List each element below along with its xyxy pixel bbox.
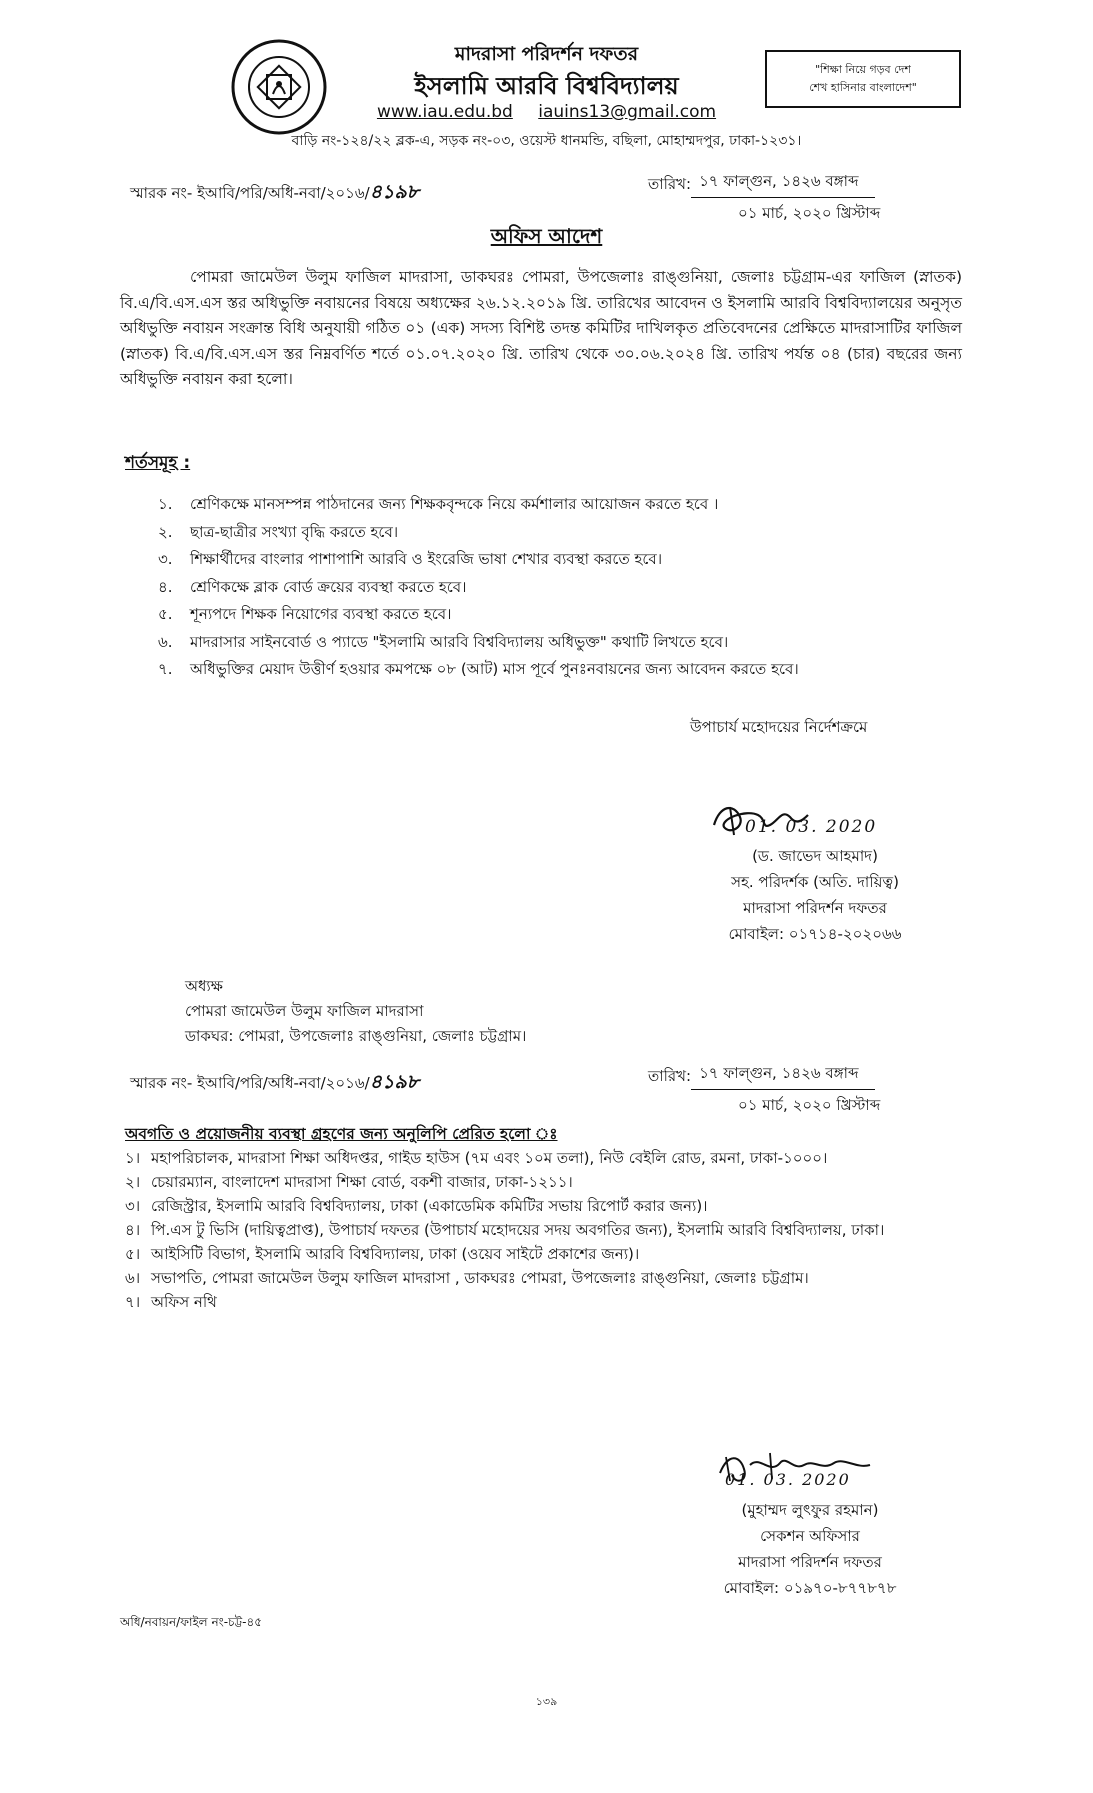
slogan-line-1: "শিক্ষা নিয়ে গড়ব দেশ	[815, 63, 911, 76]
addressee-institution: পোমরা জামেউল উলুম ফাজিল মাদরাসা	[185, 1002, 424, 1020]
condition-text: অধিভুক্তির মেয়াদ উত্তীর্ণ হওয়ার কমপক্ষে ০৮ (আট) মাস পূর্বে পুনঃনবায়নের জন্য আবেদন করতে হবে।	[190, 660, 799, 678]
condition-number: ৪.	[158, 577, 173, 596]
date-english-2: ০১ মার্চ, ২০২০ খ্রিস্টাব্দ	[738, 1096, 881, 1114]
document-title-text: অফিস আদেশ	[490, 224, 603, 248]
addressee-title: অধ্যক্ষ	[185, 977, 223, 995]
signatory-1-office: মাদরাসা পরিদর্শন দফতর	[743, 899, 887, 917]
copy-number: ৬।	[125, 1269, 141, 1287]
addressee-location: ডাকঘর: পোমরা, উপজেলাঃ রাঙ্গুনিয়া, জেলাঃ চট্টগ্রাম।	[185, 1027, 527, 1045]
document-title	[0, 222, 1093, 255]
slogan-line-2: শেখ হাসিনার বাংলাদেশ"	[809, 81, 917, 94]
addressee-block	[185, 974, 526, 1049]
condition-text: মাদরাসার সাইনবোর্ড ও প্যাডে "ইসলামি আরবি বিশ্ববিদ্যালয় অধিভুক্ত" কথাটি লিখতে হবে।	[190, 632, 729, 651]
slogan-box	[765, 50, 961, 108]
copy-item	[125, 1146, 960, 1170]
copy-number: ৪।	[125, 1221, 141, 1239]
condition-number: ১.	[158, 495, 173, 513]
condition-text: ছাত্র-ছাত্রীর সংখ্যা বৃদ্ধি করতে হবে।	[190, 522, 399, 541]
copy-text: রেজিস্ট্রার, ইসলামি আরবি বিশ্ববিদ্যালয়, ঢাকা (একাডেমিক কমিটির সভায় রিপোর্ট করার জন্য)।	[151, 1197, 708, 1215]
memo-reference-2	[130, 1068, 419, 1100]
date-label-2: তারিখ:	[648, 1067, 692, 1085]
condition-number: ৭.	[158, 660, 173, 678]
condition-number: ৩.	[158, 550, 173, 568]
condition-text: শিক্ষার্থীদের বাংলার পাশাপাশি আরবি ও ইংরেজি ভাষা শেখার ব্যবস্থা করতে হবে।	[190, 550, 663, 568]
email-link[interactable]: iauins13@gmail.com	[538, 102, 717, 122]
copy-text: আইসিটি বিভাগ, ইসলামি আরবি বিশ্ববিদ্যালয়, ঢাকা (ওয়েব সাইটে প্রকাশের জন্য)।	[151, 1245, 640, 1263]
memo-ref-handwritten: ৪১৯৮	[369, 181, 419, 203]
copy-item	[125, 1266, 960, 1290]
copy-number: ২।	[125, 1173, 141, 1191]
memo-date	[648, 170, 886, 227]
university-name: ইসলামি আরবি বিশ্ববিদ্যালয়	[414, 72, 679, 100]
condition-item	[158, 493, 958, 521]
condition-number: ২.	[158, 522, 173, 541]
condition-text: শ্রেণিকক্ষে ব্লাক বোর্ড ক্রয়ের ব্যবস্থা করতে হবে।	[190, 577, 467, 596]
condition-item	[158, 521, 958, 549]
conditions-list	[158, 493, 958, 686]
signatory-1-block	[680, 843, 950, 947]
signatory-1-designation: সহ. পরিদর্শক (অতি. দায়িত্ব)	[731, 873, 899, 891]
copy-item	[125, 1218, 960, 1242]
signatory-1-mobile: মোবাইল: ০১৭১৪-২০২০৬৬	[728, 925, 902, 943]
copy-item	[125, 1242, 960, 1266]
directive-text: উপাচার্য মহোদয়ের নির্দেশক্রমে	[690, 718, 868, 736]
condition-item	[158, 631, 958, 659]
condition-text: শূন্যপদে শিক্ষক নিয়োগের ব্যবস্থা করতে হবে।	[190, 605, 452, 623]
copies-heading: অবগতি ও প্রয়োজনীয় ব্যবস্থা গ্রহণের জন্য অনুলিপি প্রেরিত হলো ঃ	[125, 1125, 558, 1143]
memo-ref-prefix: স্মারক নং- ইআবি/পরি/অধি-নবা/২০১৬/	[130, 184, 370, 202]
body-paragraph: পোমরা জামেউল উলুম ফাজিল মাদরাসা, ডাকঘরঃ পোমরা, উপজেলাঃ রাঙ্গুনিয়া, জেলাঃ চট্টগ্রাম-এর ফাজিল (স্নাতক) বি.এ/বি.এস.এস স্তর অধিভুক্তি নবায়নের বিষয়ে অধ্যক্ষের ২৬.১২.২০১৯ খ্রি. তারিখের আবেদন ও ইসলামি আরবি বিশ্ববিদ্যালয়ের অনুসৃত অধিভুক্তি নবায়ন সংক্রান্ত বিধি অনুযায়ী গঠিত ০১ (এক) সদস্য বিশিষ্ট তদন্ত কমিটির দাখিলকৃত প্রতিবেদনের প্রেক্ষিতে মাদরাসাটির ফাজিল (স্নাতক) বি.এ/বি.এস.এস স্তর নিম্নবর্ণিত শর্তে ০১.০৭.২০২০ খ্রি. তারিখ থেকে ৩০.০৬.২০২৪ খ্রি. তারিখ পর্যন্ত ০৪ (চার) বছরের জন্য অধিভুক্তি নবায়ন করা হলো।	[120, 268, 962, 388]
condition-item	[158, 603, 958, 631]
memo2-ref-prefix: স্মারক নং- ইআবি/পরি/অধি-নবা/২০১৬/	[130, 1074, 370, 1092]
date-english: ০১ মার্চ, ২০২০ খ্রিস্টাব্দ	[738, 204, 881, 222]
copies-list	[125, 1146, 960, 1314]
condition-item	[158, 576, 958, 604]
memo-reference	[130, 178, 419, 210]
date-bangla-2: ১৭ ফাল্গুন, ১৪২৬ বঙ্গাব্দ	[691, 1062, 875, 1090]
signatory-2-mobile: মোবাইল: ০১৯৭০-৮৭৭৮৭৮	[723, 1579, 897, 1597]
signature-1-date: 01. 03. 2020	[745, 817, 878, 837]
copy-item	[125, 1194, 960, 1218]
copy-text: সভাপতি, পোমরা জামেউল উলুম ফাজিল মাদরাসা , ডাকঘরঃ পোমরা, উপজেলাঃ রাঙ্গুনিয়া, জেলাঃ চট্টগ্রাম।	[151, 1269, 809, 1287]
memo-date-2	[648, 1062, 886, 1119]
condition-number: ৬.	[158, 632, 173, 651]
signatory-2-office: মাদরাসা পরিদর্শন দফতর	[738, 1553, 882, 1571]
letterhead-address: বাড়ি নং-১২৪/২২ ব্লক-এ, সড়ক নং-০৩, ওয়েস্ট ধানমন্ডি, বছিলা, মোহাম্মদপুর, ঢাকা-১২৩১।	[291, 133, 802, 149]
copy-number: ৭।	[125, 1293, 141, 1311]
copy-item	[125, 1170, 960, 1194]
memo2-ref-handwritten: ৪১৯৮	[369, 1071, 419, 1093]
date-label: তারিখ:	[648, 175, 692, 193]
website-link[interactable]: www.iau.edu.bd	[376, 102, 513, 122]
copy-text: অফিস নথি	[151, 1293, 217, 1311]
condition-item	[158, 548, 958, 576]
copy-item	[125, 1290, 960, 1314]
copy-text: পি.এস টু ভিসি (দায়িত্বপ্রাপ্ত), উপাচার্য দফতর (উপাচার্য মহোদয়ের সদয় অবগতির জন্য), ইসলামি আরবি বিশ্ববিদ্যালয়, ঢাকা।	[151, 1221, 885, 1239]
condition-item	[158, 658, 958, 686]
copy-number: ৫।	[125, 1245, 141, 1263]
copy-text: মহাপরিচালক, মাদরাসা শিক্ষা অধিদপ্তর, গাইড হাউস (৭ম এবং ১০ম তলা), নিউ বেইলি রোড, রমনা, ঢাকা-১০০০।	[151, 1149, 828, 1167]
signatory-2-block	[680, 1497, 940, 1601]
condition-number: ৫.	[158, 605, 173, 623]
conditions-heading: শর্তসমূহ :	[125, 453, 191, 473]
signatory-2-name: (মুহাম্মদ লুৎফুর রহমান)	[741, 1501, 879, 1519]
copy-number: ৩।	[125, 1197, 141, 1215]
signatory-2-designation: সেকশন অফিসার	[760, 1527, 860, 1545]
org-name: মাদরাসা পরিদর্শন দফতর	[454, 43, 639, 65]
date-bangla: ১৭ ফাল্গুন, ১৪২৬ বঙ্গাব্দ	[691, 170, 875, 198]
copy-text: চেয়ারম্যান, বাংলাদেশ মাদরাসা শিক্ষা বোর্ড, বকশী বাজার, ঢাকা-১২১১।	[151, 1173, 573, 1191]
signatory-1-name: (ড. জাভেদ আহমাদ)	[752, 847, 878, 865]
file-number: অধি/নবায়ন/ফাইল নং-চট্ট-৪৫	[120, 1615, 263, 1629]
page-number: ১৩৯	[535, 1695, 558, 1708]
condition-text: শ্রেণিকক্ষে মানসম্পন্ন পাঠদানের জন্য শিক্ষকবৃন্দকে নিয়ে কর্মশালার আয়োজন করতে হবে ।	[190, 495, 719, 513]
copy-number: ১।	[125, 1149, 141, 1167]
signature-2-date: 01. 03. 2020	[725, 1470, 851, 1489]
